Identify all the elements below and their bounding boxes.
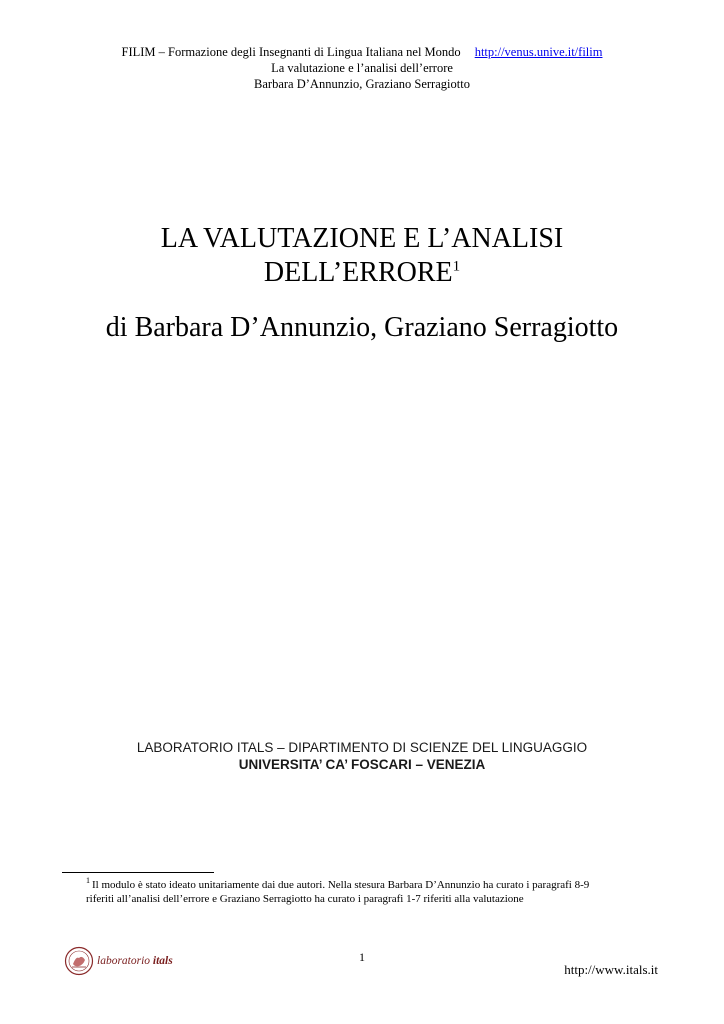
logo-wordmark: [97, 955, 173, 967]
page-number: 1: [359, 950, 365, 964]
institution-laboratory: LABORATORIO ITALS – DIPARTIMENTO DI SCIENZE DEL LINGUAGGIO: [136, 740, 588, 755]
footnote-divider: [62, 872, 214, 873]
header-authors: Barbara D’Annunzio, Graziano Serragiotto: [254, 77, 470, 91]
ca-foscari-seal-icon: [64, 946, 94, 976]
title-line-1: LA VALUTAZIONE E L’ANALISI: [160, 223, 564, 254]
header-module-title: La valutazione e l’analisi dell’errore: [271, 61, 453, 75]
document-title: [0, 222, 724, 290]
logo-word: laboratorio: [97, 955, 151, 967]
footnote-reference[interactable]: 1: [452, 258, 461, 275]
institution-block: [0, 739, 724, 773]
document-authors: di Barbara D’Annunzio, Graziano Serragiotto: [105, 312, 619, 343]
footnote: [86, 878, 606, 906]
title-line-2: [0, 256, 724, 290]
course-title: FILIM – Formazione degli Insegnanti di Lingua Italiana nel Mondo: [121, 45, 461, 59]
title-line-2-text: DELL’ERRORE: [263, 257, 453, 288]
filim-link[interactable]: http://venus.unive.it/filim: [474, 45, 603, 59]
footnote-text: Il modulo è stato ideato unitariamente dai due autori. Nella stesura Barbara D’Annunzio ha curato i paragrafi 8-9 riferiti all’analisi dell’errore e Graziano Serragiotto ha curato i paragrafi 1-7 riferiti alla valutazione: [86, 879, 590, 905]
running-header: [0, 44, 724, 92]
institution-university: UNIVERSITA’ CA’ FOSCARI – VENEZIA: [238, 757, 486, 772]
itals-website-link[interactable]: http://www.itals.it: [564, 962, 658, 977]
laboratorio-itals-logo: [64, 946, 173, 976]
header-line-1: [0, 44, 724, 60]
logo-brand: itals: [152, 955, 173, 967]
footnote-number: 1: [86, 876, 90, 886]
